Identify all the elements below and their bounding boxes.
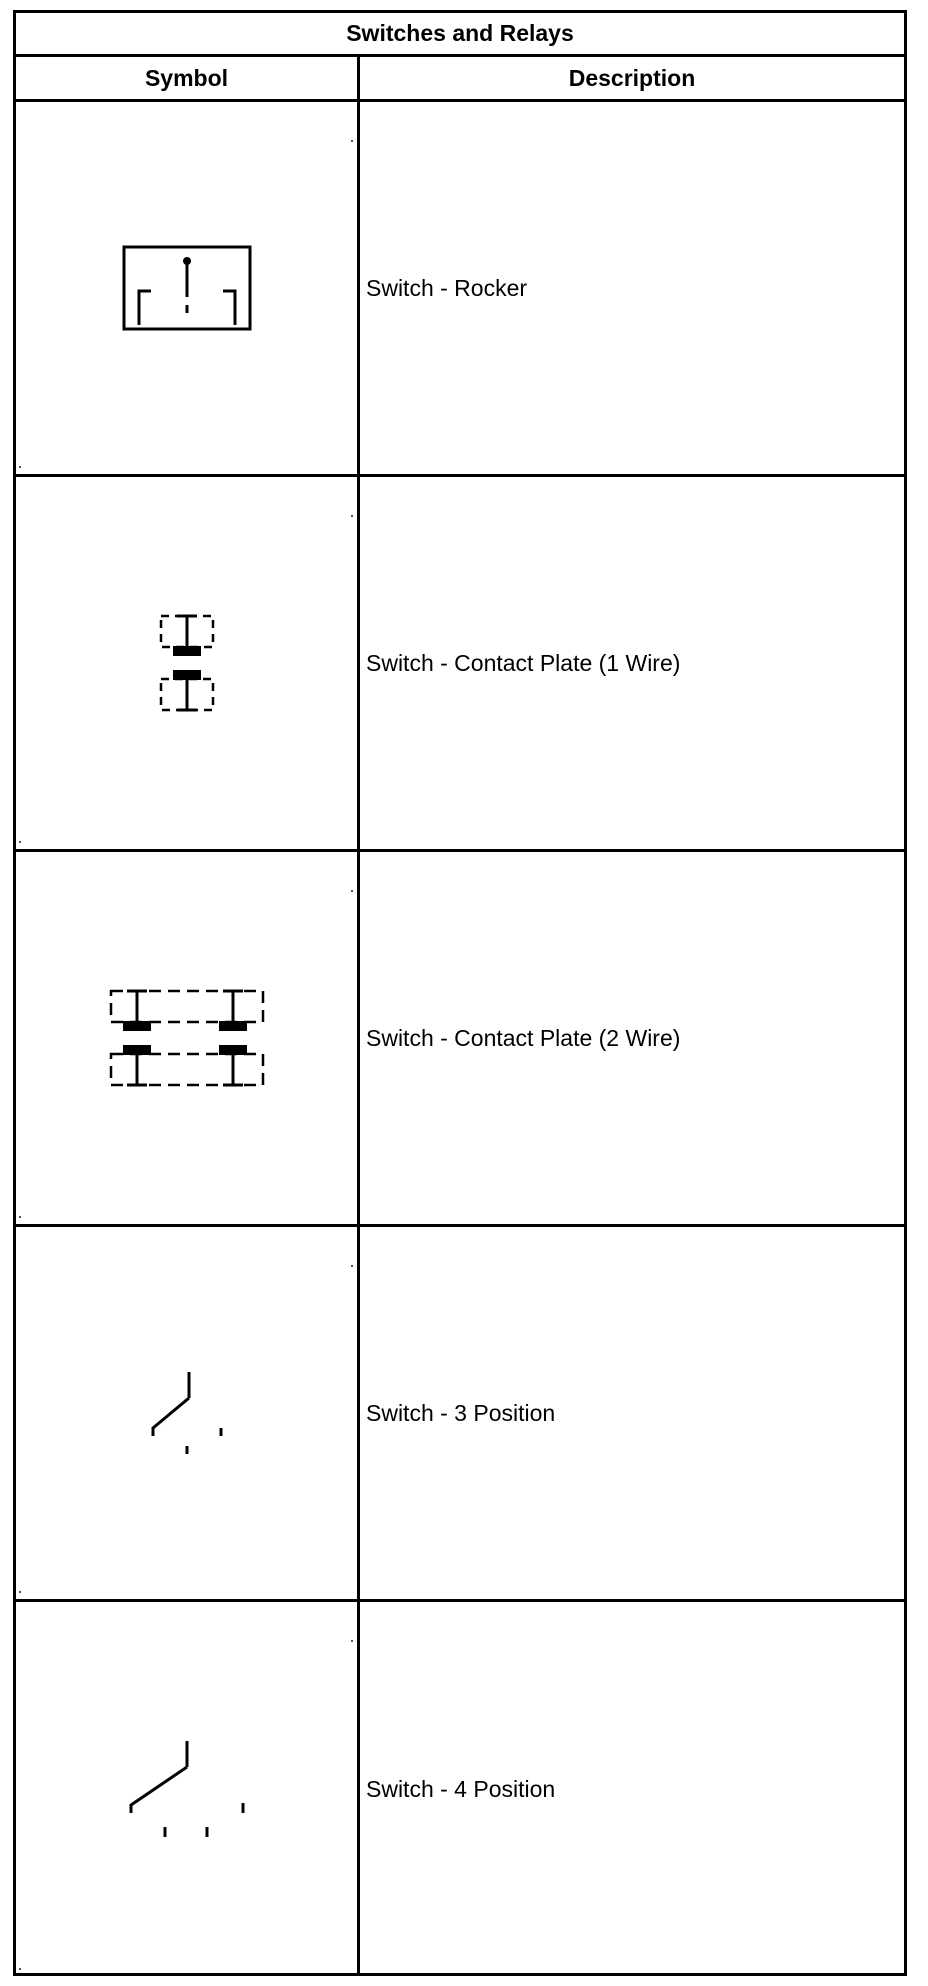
contact-plate-1-wire-icon [159, 614, 215, 712]
symbol-cell [16, 102, 360, 474]
table-title: Switches and Relays [16, 13, 904, 57]
rocker-switch-icon [122, 245, 252, 331]
table-row [16, 1227, 904, 1602]
description-cell: Switch - Contact Plate (1 Wire) [366, 649, 681, 676]
table-row [16, 852, 904, 1227]
description-cell: Switch - Contact Plate (2 Wire) [366, 1024, 681, 1051]
table-row [16, 477, 904, 852]
description-cell: Switch - Rocker [366, 274, 528, 301]
symbol-cell [16, 1227, 360, 1599]
symbol-cell [16, 477, 360, 849]
contact-plate-2-wire-icon [109, 989, 265, 1087]
symbol-table [13, 10, 907, 1976]
table-row [16, 1602, 904, 1976]
symbol-cell [16, 852, 360, 1224]
table-row [16, 102, 904, 477]
switch-4-position-icon [127, 1739, 247, 1839]
description-cell: Switch - 4 Position [366, 1775, 556, 1802]
switch-3-position-icon [149, 1370, 225, 1456]
description-cell: Switch - 3 Position [366, 1399, 556, 1426]
header-symbol: Symbol [16, 57, 360, 99]
header-description: Description [568, 64, 696, 91]
symbol-cell [16, 1602, 360, 1976]
table-header-row [16, 57, 904, 102]
